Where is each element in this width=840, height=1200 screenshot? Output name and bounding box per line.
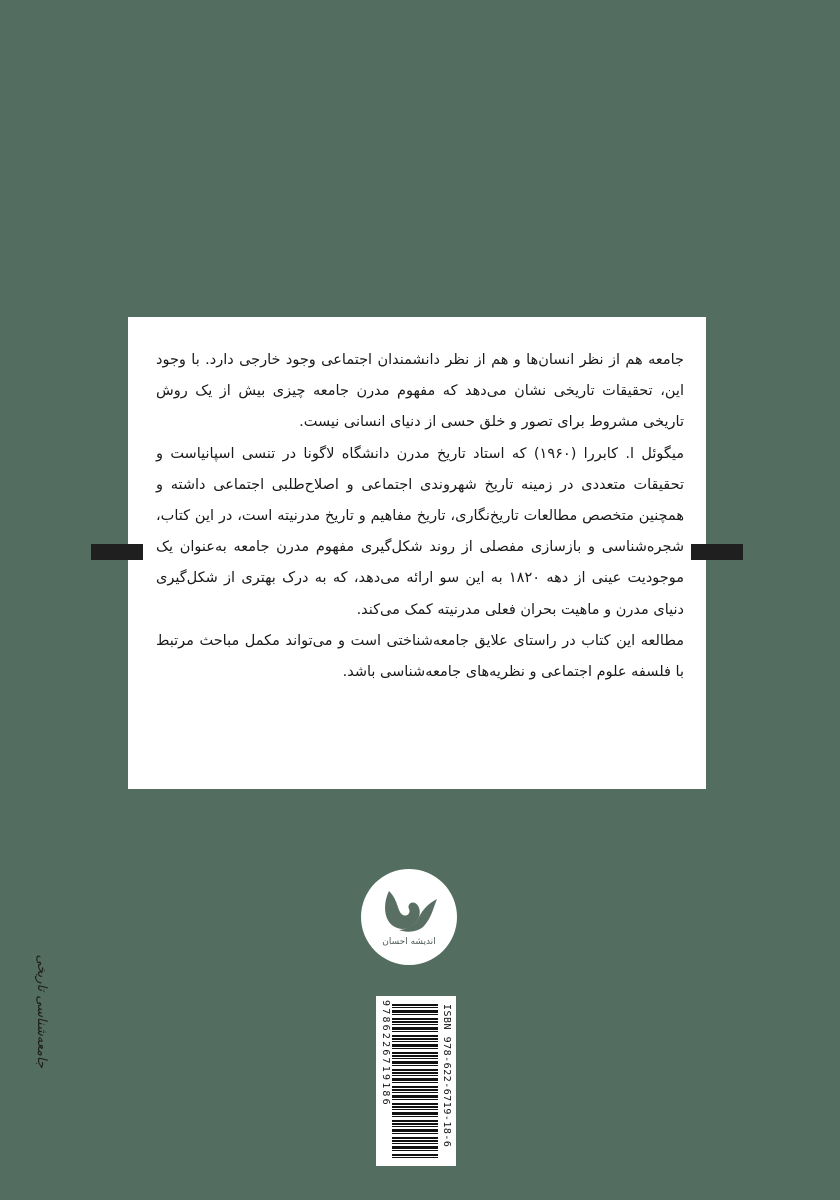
blurb-paragraph-2: میگوئل ا. کابررا (۱۹۶۰) که استاد تاریخ مدرن دانشگاه لاگونا در تنسی اسپانیاست و تحقیقات متعددی در زمینه تاریخ شهروندی اجتماعی و اصلاح‌طلبی اجتماعی داشته و همچنین متخصص مطالعات تاریخ‌نگاری، تاریخ مفاهیم و تاریخ مدرنیته است، در این کتاب، شجره‌شناسی و بازسازی مفصلی از روند شکل‌گیری مفهوم مدرن جامعه به‌عنوان یک موجودیت عینی از دهه ۱۸۲۰ به این سو ارائه می‌دهد، که به درک بهتری از شکل‌گیری دنیای مدرن و ماهیت بحران فعلی مدرنیته کمک می‌کند.: [156, 445, 684, 618]
blurb-panel: [128, 317, 706, 789]
publisher-name: اندیشه احسان: [382, 937, 436, 947]
publisher-logo: [361, 869, 457, 965]
isbn-label: ISBN 978-622-6719-18-6: [441, 1004, 452, 1148]
barcode-bars: [392, 1004, 438, 1158]
right-decorative-bar: [691, 544, 743, 560]
isbn-barcode: [376, 996, 456, 1166]
spine-title: جامعه‌شناسی تاریخی: [34, 954, 49, 1068]
blurb-paragraph-3: مطالعه این کتاب در راستای علایق جامعه‌شناختی است و می‌تواند مکمل مباحث مرتبط با فلسفه علوم اجتماعی و نظریه‌های جامعه‌شناسی باشد.: [156, 632, 684, 681]
blurb-paragraph-1: جامعه هم از نظر انسان‌ها و هم از نظر دانشمندان اجتماعی وجود خارجی دارد. با وجود این، تحقیقات تاریخی نشان می‌دهد که مفهوم مدرن جامعه چیزی بیش از یک روش تاریخی مشروط برای تصور و خلق حسی از دنیای انسانی نیست.: [156, 352, 684, 431]
left-decorative-bar: [91, 544, 143, 560]
bird-logo-icon: [361, 869, 457, 965]
barcode-digits: 9786226719186: [380, 1000, 391, 1107]
